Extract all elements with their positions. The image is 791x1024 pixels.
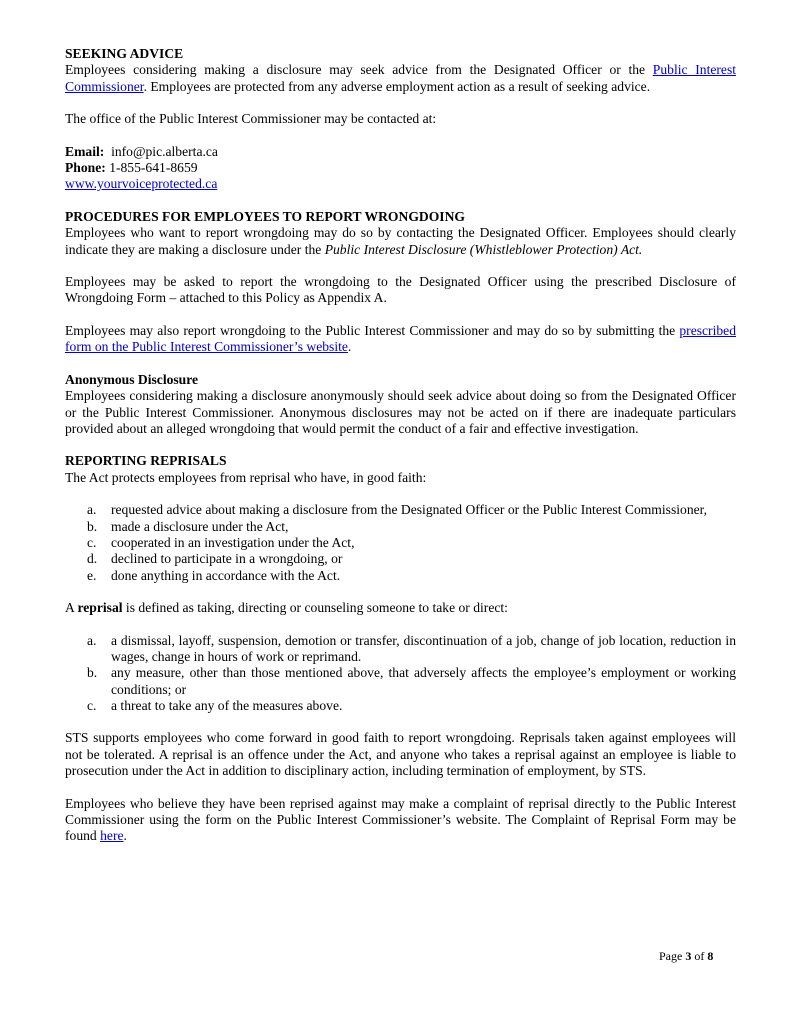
text-span: .	[347, 339, 352, 355]
page-number	[659, 949, 713, 963]
public-interest-commissioner-link[interactable]: Public Interest Commissioner	[65, 62, 737, 94]
list-marker: d.	[87, 551, 98, 567]
text-span: Employees considering making a disclosure may seek advice from the Designated Officer or the	[65, 62, 653, 78]
of-word: of	[694, 949, 705, 963]
text-span: A	[65, 600, 78, 616]
complaint-form-link[interactable]: here	[100, 828, 124, 844]
list-item	[65, 568, 736, 584]
anonymous-disclosure-paragraph: Employees considering making a disclosure anonymously should seek advice about doing so from the Designated Officer or the Public Interest Commissioner. Anonymous disclosures may not be acted on if there are inadequate particulars provided about an alleged wrongdoing that would permit the conduct of a fair and effective investigation.	[65, 388, 736, 436]
contact-intro-paragraph: The office of the Public Interest Commissioner may be contacted at:	[65, 111, 437, 127]
prescribed-form-link[interactable]: prescribed form on the Public Interest Commissioner’s website	[65, 323, 736, 355]
list-marker: a.	[87, 502, 97, 518]
complaint-paragraph	[65, 796, 736, 845]
list-item	[65, 665, 736, 698]
list-item-text: declined to participate in a wrongdoing, or	[111, 551, 343, 567]
list-item-text: cooperated in an investigation under the Act,	[111, 534, 355, 550]
page-current: 3	[685, 949, 692, 963]
document-page	[65, 46, 736, 845]
text-span: is defined as taking, directing or counseling someone to take or direct:	[122, 600, 508, 616]
list-marker: a.	[87, 632, 97, 648]
list-item	[65, 633, 736, 666]
reprisals-intro: The Act protects employees from reprisal who have, in good faith:	[65, 469, 427, 485]
list-item	[65, 535, 736, 551]
website-link[interactable]: www.yourvoiceprotected.ca	[65, 176, 218, 192]
list-item-text: done anything in accordance with the Act.	[111, 567, 341, 583]
reprisal-definition	[65, 600, 736, 616]
seeking-advice-paragraph	[65, 62, 736, 95]
act-title: Public Interest Disclosure (Whistleblower Protection) Act.	[324, 241, 643, 257]
list-item-text: requested advice about making a disclosure from the Designated Officer or the Public Interest Commissioner,	[111, 502, 708, 518]
list-marker: b.	[87, 665, 98, 681]
list-marker: c.	[87, 697, 97, 713]
text-span: Employees may also report wrongdoing to the Public Interest Commissioner and may do so by submitting the	[65, 323, 680, 339]
anonymous-disclosure-heading: Anonymous Disclosure	[65, 371, 199, 387]
seeking-advice-heading: SEEKING ADVICE	[65, 46, 184, 61]
list-item	[65, 519, 736, 535]
reporting-reprisals-heading: REPORTING REPRISALS	[65, 453, 227, 469]
list-marker: c.	[87, 534, 97, 550]
list-item-text: a threat to take any of the measures above.	[111, 697, 343, 713]
procedures-paragraph-3	[65, 323, 736, 356]
list-item	[65, 698, 736, 714]
email-label: Email:	[65, 143, 105, 159]
email-value: info@pic.alberta.ca	[111, 143, 218, 159]
text-span: . Employees are protected from any adverse employment action as a result of seeking advice.	[143, 78, 651, 94]
list-marker: b.	[87, 518, 98, 534]
list-item-text: any measure, other than those mentioned above, that adversely affects the employee’s employment or working conditions; or	[111, 665, 736, 697]
sts-support-paragraph: STS supports employees who come forward in good faith to report wrongdoing. Reprisals taken against employees will not be tolerated. A reprisal is an offence under the Act, and anyone who takes a reprisal against an employee is liable to prosecution under the Act in addition to disciplinary action, including termination of employment, by STS.	[65, 730, 736, 779]
list-item-text: a dismissal, layoff, suspension, demotion or transfer, discontinuation of a job, change of job location, reduction in wages, change in hours of work or reprimand.	[111, 632, 736, 664]
list-item	[65, 502, 736, 518]
page-word: Page	[659, 949, 683, 963]
list-marker: e.	[87, 567, 97, 583]
procedures-paragraph-1	[65, 225, 736, 258]
phone-line	[65, 160, 736, 176]
text-span: Employees who believe they have been reprised against may make a complaint of reprisal directly to the Public Interest Commissioner using the form on the Public Interest Commissioner’s website. The Complaint of Reprisal Form may be found	[65, 795, 736, 844]
phone-value: 1-855-641-8659	[109, 160, 198, 176]
website-line	[65, 176, 736, 192]
text-span: .	[123, 828, 127, 844]
text-span: Employees who want to report wrongdoing may do so by contacting the Designated Officer. Employees should clearly indicate they are making a disclosure under the	[65, 225, 736, 257]
reprisal-term: reprisal	[77, 600, 123, 616]
page-total: 8	[707, 949, 714, 963]
procedures-paragraph-2: Employees may be asked to report the wrongdoing to the Designated Officer using the prescribed Disclosure of Wrongdoing Form – attached to this Policy as Appendix A.	[65, 274, 736, 306]
phone-label: Phone:	[65, 160, 106, 176]
procedures-heading: PROCEDURES FOR EMPLOYEES TO REPORT WRONGDOING	[65, 208, 465, 224]
list-item-text: made a disclosure under the Act,	[111, 518, 289, 534]
protected-actions-list	[65, 502, 736, 583]
reprisal-measures-list	[65, 633, 736, 714]
email-line	[65, 144, 736, 160]
list-item	[65, 551, 736, 567]
